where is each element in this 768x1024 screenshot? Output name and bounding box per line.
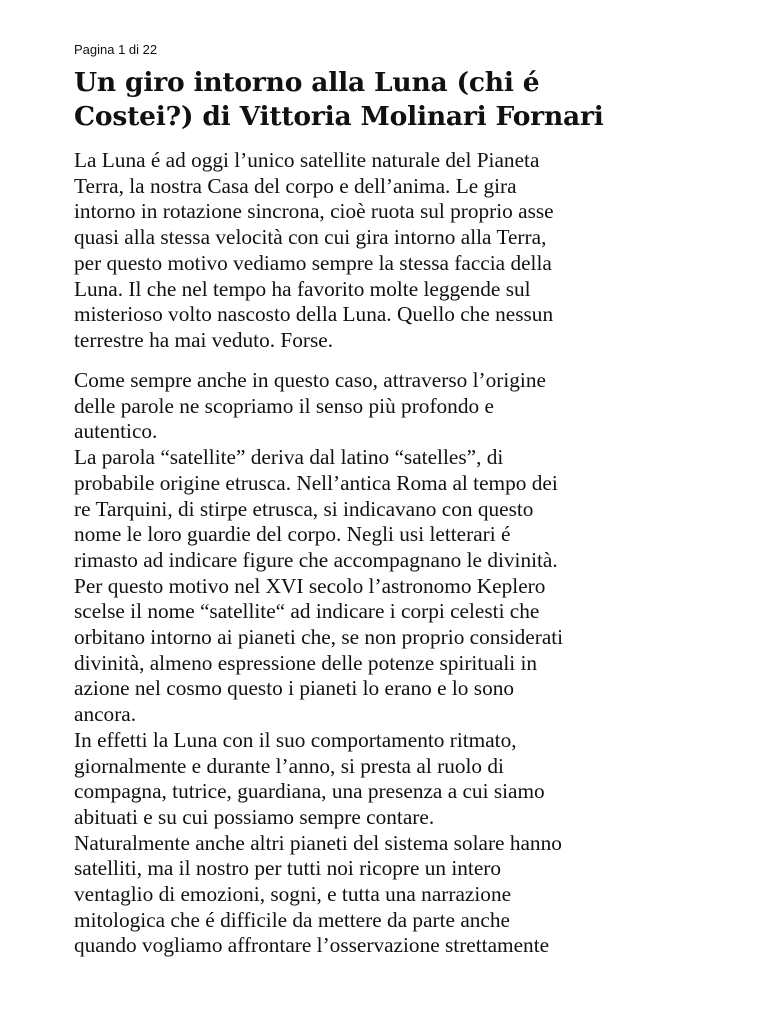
text-line: orbitano intorno ai pianeti che, se non proprio considerati [74,625,564,650]
text-line: terrestre ha mai veduto. Forse. [74,327,334,352]
text-line: misterioso volto nascosto della Luna. Quello che nessun [74,302,554,327]
text-line: delle parole ne scopriamo il senso più profondo e [74,393,494,418]
text-line: probabile origine etrusca. Nell’antica Roma al tempo dei [74,470,558,495]
text-line: quando vogliamo affrontare l’osservazione strettamente [74,933,550,958]
title-line: Costei?) di Vittoria Molinari Fornari [74,101,604,132]
text-line: Terra, la nostra Casa del corpo e dell’anima. Le gira [74,173,517,198]
text-line: Luna. Il che nel tempo ha favorito molte leggende sul [74,276,531,301]
text-line: quasi alla stessa velocità con cui gira intorno alla Terra, [74,225,547,250]
text-line: re Tarquini, di stirpe etrusca, si indicavano con questo [74,496,534,521]
text-line: autentico. [74,419,158,444]
text-line: compagna, tutrice, guardiana, una presenza a cui siamo [74,779,545,804]
text-line: abituati e su cui possiamo sempre contare. [74,804,435,829]
text-line: ventaglio di emozioni, sogni, e tutta una narrazione [74,882,512,907]
page-number: Pagina 1 di 22 [74,42,158,57]
text-line: Come sempre anche in questo caso, attraverso l’origine [74,368,546,392]
paragraph-2 [74,368,714,959]
text-line: azione nel cosmo questo i pianeti lo erano e lo sono [74,676,515,701]
text-line: La parola “satellite” deriva dal latino “satelles”, di [74,445,504,470]
text-line: rimasto ad indicare figure che accompagnano le divinità. [74,547,558,572]
text-line: Naturalmente anche altri pianeti del sistema solare hanno [74,830,562,855]
title-line: Un giro intorno alla Luna (chi é [74,67,540,98]
text-line: divinità, almeno espressione delle potenze spirituali in [74,650,538,675]
text-line: per questo motivo vediamo sempre la stessa faccia della [74,250,552,275]
text-line: nome le loro guardie del corpo. Negli usi letterari é [74,522,511,547]
text-line: satelliti, ma il nostro per tutti noi ricopre un intero [74,856,502,881]
document-title [74,66,714,134]
text-line: mitologica che é difficile da mettere da parte anche [74,907,510,932]
text-line: scelse il nome “satellite“ ad indicare i corpi celesti che [74,599,540,624]
text-line: ancora. [74,702,137,727]
text-line: intorno in rotazione sincrona, cioè ruota sul proprio asse [74,199,554,224]
text-line: In effetti la Luna con il suo comportamento ritmato, [74,727,517,752]
text-line: giornalmente e durante l’anno, si presta al ruolo di [74,753,504,778]
paragraph-1 [74,148,714,354]
text-line: La Luna é ad oggi l’unico satellite naturale del Pianeta [74,148,540,172]
text-line: Per questo motivo nel XVI secolo l’astronomo Keplero [74,573,546,598]
